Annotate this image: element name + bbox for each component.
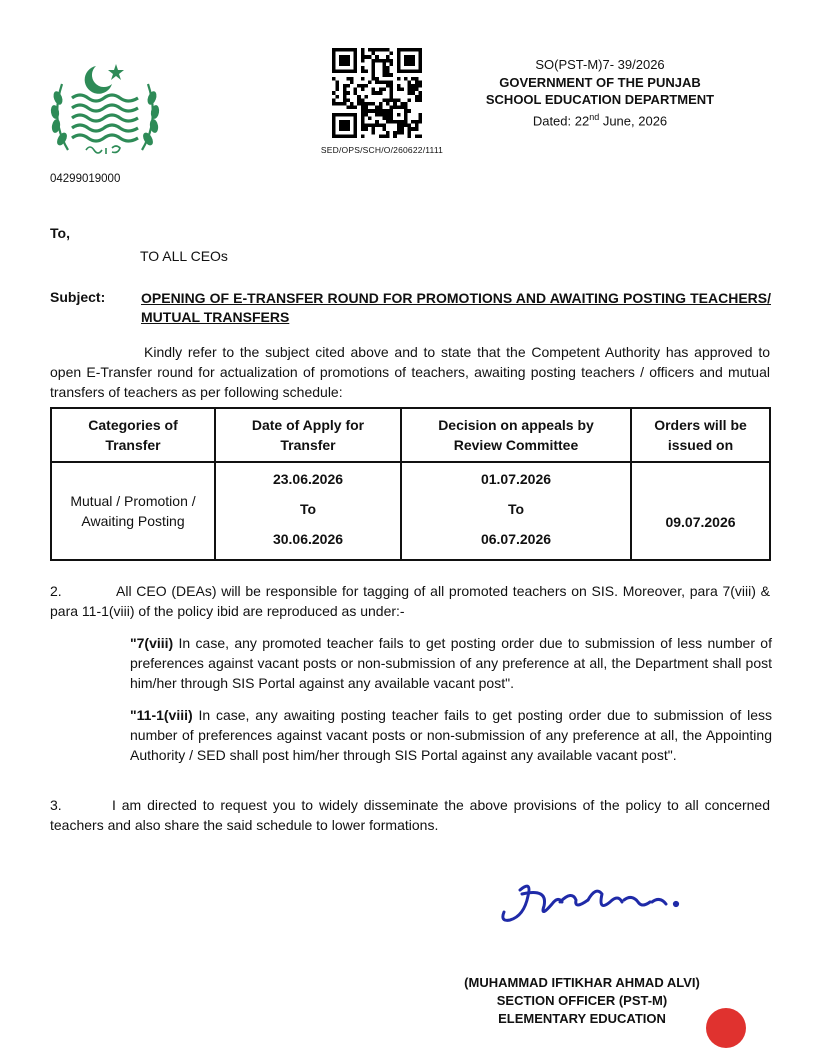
punjab-government-logo	[46, 50, 164, 168]
letter-header	[440, 56, 760, 129]
quoted-policy-11-1viii: "11-1(viii) In case, any awaiting posting teacher fails to get posting order due to submission of less number of preferences against vacant posts or non-submission of any preference at all, the Appointing Authority / SED shall post him/her through SIS Portal against any available vacant post".	[130, 707, 772, 763]
corner-stamp-fragment	[706, 1008, 746, 1048]
table-row	[51, 462, 770, 560]
paragraph-2: 2. All CEO (DEAs) will be responsible for tagging of all promoted teachers on SIS. Moreover, para 7(viii) & para 11-1(viii) of the policy ibid are reproduced as under:-	[50, 583, 770, 619]
cell-apply-dates: 23.06.2026 To 30.06.2026	[215, 462, 401, 560]
qr-code-caption: SED/OPS/SCH/O/260622/1111	[320, 145, 444, 155]
department-name: SCHOOL EDUCATION DEPARTMENT	[485, 92, 715, 107]
schedule-table	[50, 407, 771, 561]
recipient: TO ALL CEOs	[140, 248, 228, 264]
paragraph-3: 3. I am directed to request you to widely disseminate the above provisions of the policy to all concerned teachers and also share the said schedule to lower formations.	[50, 797, 770, 833]
signatory-name: (MUHAMMAD IFTIKHAR AHMAD ALVI)	[464, 975, 700, 990]
reference-number: SO(PST-M)7- 39/2026	[535, 57, 665, 72]
cell-category: Mutual / Promotion / Awaiting Posting	[51, 462, 215, 560]
government-name: GOVERNMENT OF THE PUNJAB	[499, 74, 701, 90]
quoted-policy-7viii: "7(viii) In case, any promoted teacher fails to get posting order due to submission of less number of preferences against vacant posts or non-submission of any preference at all, the Department shall post him/her through SIS Portal against any available vacant post".	[130, 635, 772, 691]
subject-label: Subject:	[50, 289, 106, 305]
signatory-designation: SECTION OFFICER (PST-M)	[496, 993, 668, 1008]
column-header-category: Categories of Transfer	[51, 408, 215, 462]
paragraph-1: Kindly refer to the subject cited above and to state that the Competent Authority has approved to open E-Transfer round for actualization of promotions of teachers, awaiting posting teachers / officers and mutual transfers of teachers as per following schedule:	[50, 344, 770, 400]
qr-code	[332, 48, 422, 138]
document-number: 04299019000	[50, 173, 121, 185]
subject-text: OPENING OF E-TRANSFER ROUND FOR PROMOTIONS AND AWAITING POSTING TEACHERS/ MUTUAL TRANSFERS	[141, 290, 771, 325]
cell-orders-date: 09.07.2026	[631, 462, 770, 560]
column-header-decision: Decision on appeals by Review Committee	[401, 408, 631, 462]
to-label: To,	[50, 225, 70, 241]
table-header-row	[51, 408, 770, 462]
signatory-office: ELEMENTARY EDUCATION	[498, 1011, 666, 1026]
column-header-orders: Orders will be issued on	[631, 408, 770, 462]
cell-decision-dates: 01.07.2026 To 06.07.2026	[401, 462, 631, 560]
signatory-block	[432, 974, 732, 1028]
handwritten-signature	[492, 872, 692, 930]
column-header-apply-date: Date of Apply for Transfer	[215, 408, 401, 462]
letter-date: Dated: 22nd June, 2026	[532, 111, 668, 128]
